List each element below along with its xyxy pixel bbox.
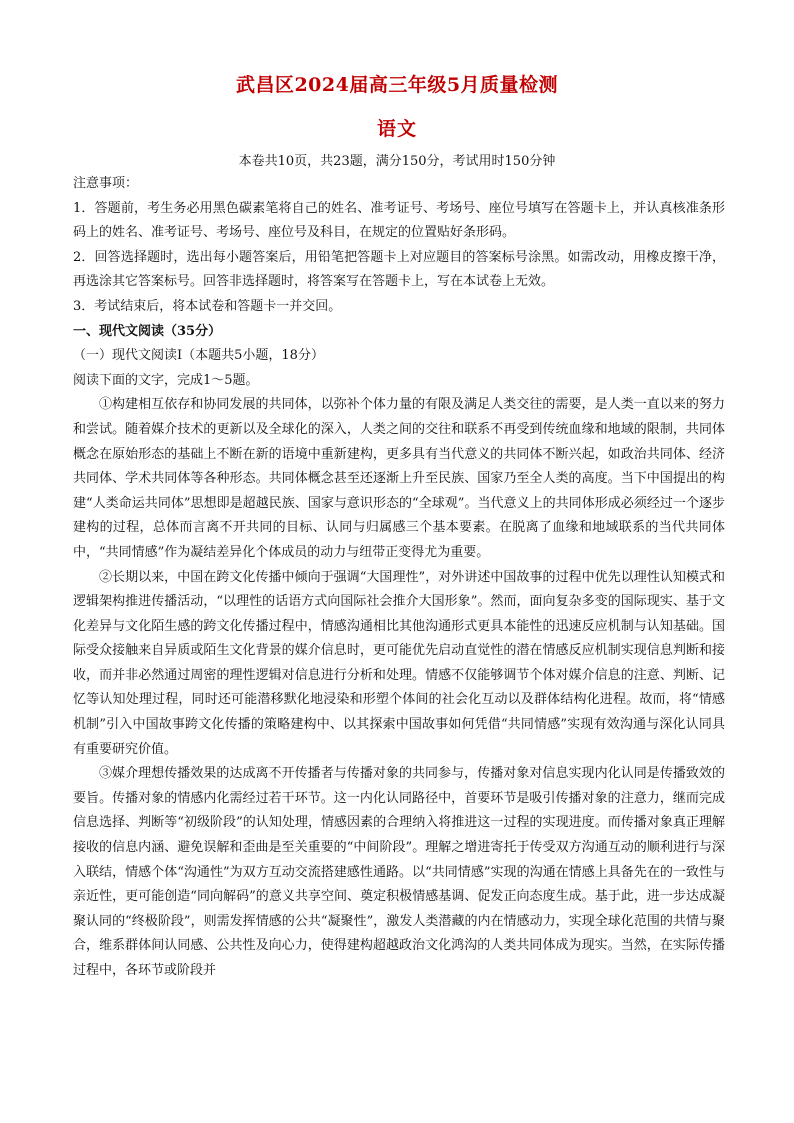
note-item-3: 3．考试结束后，将本试卷和答题卡一并交回。 [73,298,342,314]
note-item-2: 2．回答选择题时，选出每小题答案后，用铅笔把答题卡上对应题目的答案标号涂黑。如需改动，用橡皮擦干净，再选涂其它答案标号。回答非选择题时，将答案写在答题卡上，写在本试卷上无效。 [73,249,725,290]
notes-heading: 注意事项： [73,176,139,191]
exam-title: 武昌区2024届高三年级5月质量检测 [235,74,559,96]
note-item-1: 1．答题前，考生务必用黑色碳素笔将自己的姓名、准考证号、考场号、座位号填写在答题卡上，并认真核准条形码上的姓名、准考证号、考场号、座位号及科目，在规定的位置贴好条形码。 [73,200,725,241]
section-heading: 一、现代文阅读（35分） [73,323,222,339]
reading-paragraph-3: ③媒介理想传播效果的达成离不开传播者与传播对象的共同参与，传播对象对信息实现内化认同是传播致效的要旨。传播对象的情感内化需经过若干环节。这一内化认同路径中，首要环节是吸引传播对象的注意力，继而完成信息选择、判断等“初级阶段”的认知处理，情感因素的合理纳入将推进这一过程的实现进度。而传播对象真正理解接收的信息内涵、避免误解和歪曲是至关重要的“中间阶段”。理解之增进寄托于传受双方沟通互动的顺利进行与深入联结，情感个体“沟通性”为双方互动交流搭建感性通路。以“共同情感”实现的沟通在情感上具备先在的一致性与亲近性，更可能创造“同向解码”的意义共享空间、奠定积极情感基调、促发正向态度生成。基于此，进一步达成凝聚认同的“终极阶段”，则需发挥情感的公共“凝聚性”，激发人类潜藏的内在情感动力，实现全球化范围的共情与聚合，维系群体间认同感、公共性及向心力，使得建构超越政治文化鸿沟的人类共同体成为现实。当然，在实际传播过程中，各环节或阶段并 [73,766,725,978]
reading-instruction: 阅读下面的文字，完成1～5题。 [73,372,259,388]
subject-title: 语文 [376,118,417,140]
subsection-heading: （一）现代文阅读Ⅰ（本题共5小题，18分） [73,348,324,364]
reading-paragraph-1: ①构建相互依存和协同发展的共同体，以弥补个体力量的有限及满足人类交往的需要，是人类一直以来的努力和尝试。随着媒介技术的更新以及全球化的深入，人类之间的交往和联系不再受到传统血缘和地域的限制，共同体概念在原始形态的基础上不断在新的语境中重新建构，更多具有当代意义的共同体不断兴起，如政治共同体、经济共同体、学术共同体等各种形态。共同体概念甚至还逐渐上升至民族、国家乃至全人类的高度。当下中国提出的构建“人类命运共同体”思想即是超越民族、国家与意识形态的“全球观”。当代意义上的共同体形成必须经过一个逐步建构的过程，总体而言离不开共同的目标、认同与归属感三个基本要素。在脱离了血缘和地域联系的当代共同体中，“共同情感”作为凝结差异化个体成员的动力与纽带正变得尤为重要。 [73,397,725,560]
reading-paragraph-2: ②长期以来，中国在跨文化传播中倾向于强调“大国理性”，对外讲述中国故事的过程中优先以理性认知模式和逻辑架构推进传播活动，“以理性的话语方式向国际社会推介大国形象”。然而，面向复杂多变的国际现实、基于文化差异与文化陌生感的跨文化传播过程中，情感沟通相比其他沟通形式更具本能性的迅速反应机制与认知基础。国际受众接触来自异质或陌生文化背景的媒介信息时，更可能优先启动直觉性的潜在情感反应机制实现信息判断和接收，而并非必然通过周密的理性逻辑对信息进行分析和处理。情感不仅能够调节个体对媒介信息的注意、判断、记忆等认知处理过程，同时还可能潜移默化地浸染和形塑个体间的社会化互动以及群体结构化进程。故而，将“情感机制”引入中国故事跨文化传播的策略建构中、以其探索中国故事如何凭借“共同情感”实现有效沟通与深化认同具有重要研究价值。 [73,569,725,757]
exam-info: 本卷共10页，共23题，满分150分，考试用时150分钟 [238,154,556,169]
exam-content [73,172,725,984]
